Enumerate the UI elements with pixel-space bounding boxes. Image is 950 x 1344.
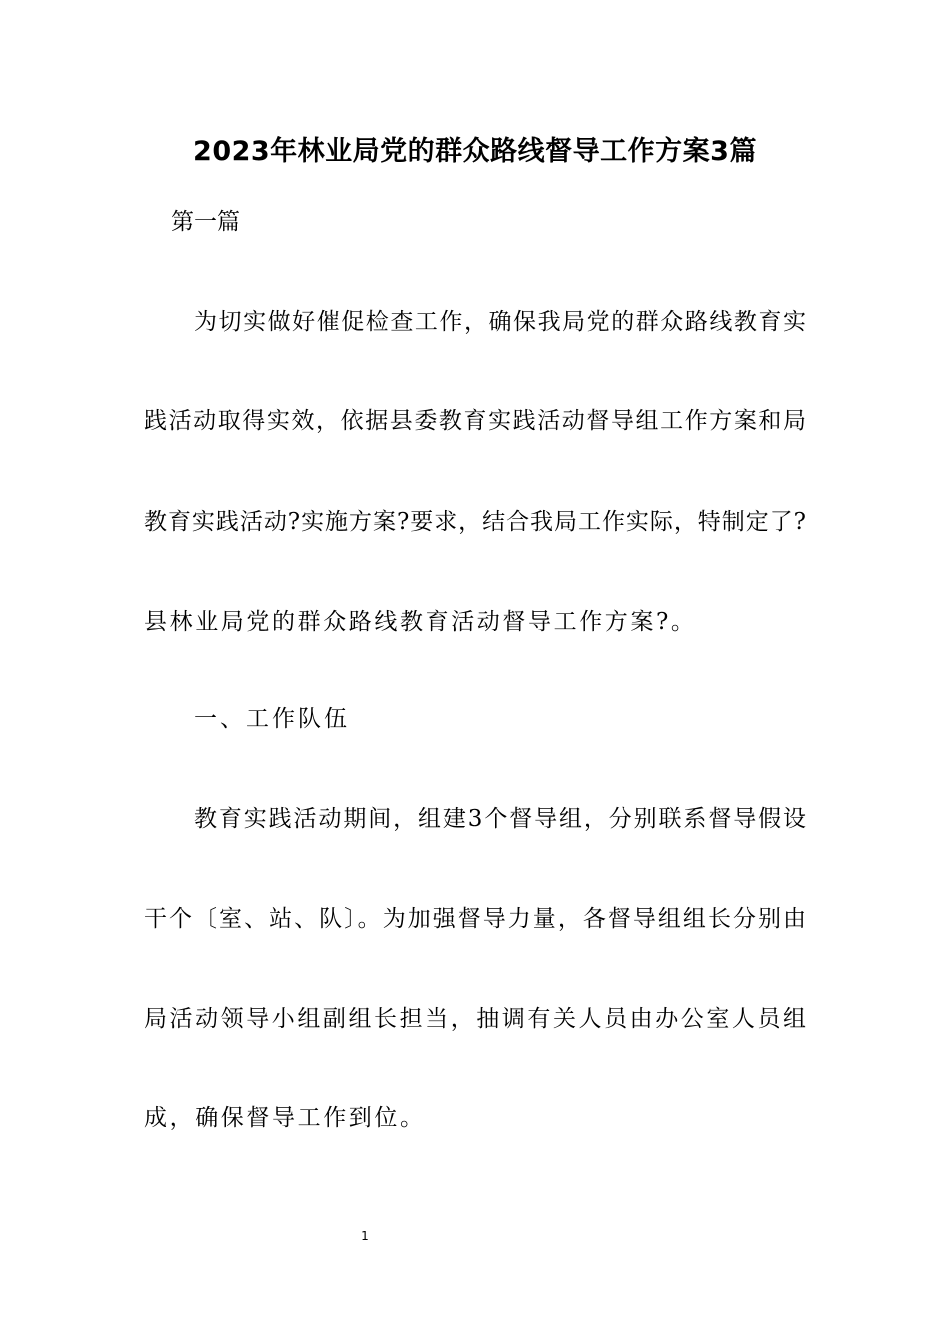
document-title: 2023年林业局党的群众路线督导工作方案3篇 [193,136,757,167]
paragraph-1-line-1: 为切实做好催促检查工作，确保我局党的群众路线教育实 [194,309,806,335]
paragraph-1-line-4: 县林业局党的群众路线教育活动督导工作方案?。 [144,609,697,635]
paragraph-1-line-2: 践活动取得实效，依据县委教育实践活动督导组工作方案和局 [144,408,806,434]
paragraph-2-line-1: 教育实践活动期间，组建3个督导组，分别联系督导假设 [194,806,806,832]
section-label: 第一篇 [171,209,240,235]
page-number: 1 [361,1229,369,1243]
paragraph-1-line-3: 教育实践活动?实施方案?要求，结合我局工作实际，特制定了? [144,509,806,535]
paragraph-2-line-4: 成，确保督导工作到位。 [144,1105,426,1131]
paragraph-2-line-3: 局活动领导小组副组长担当，抽调有关人员由办公室人员组 [144,1006,806,1032]
section-heading-1: 一、工作队伍 [194,706,350,732]
paragraph-2-line-2: 干个〔室、站、队〕。为加强督导力量，各督导组组长分别由 [144,906,806,932]
